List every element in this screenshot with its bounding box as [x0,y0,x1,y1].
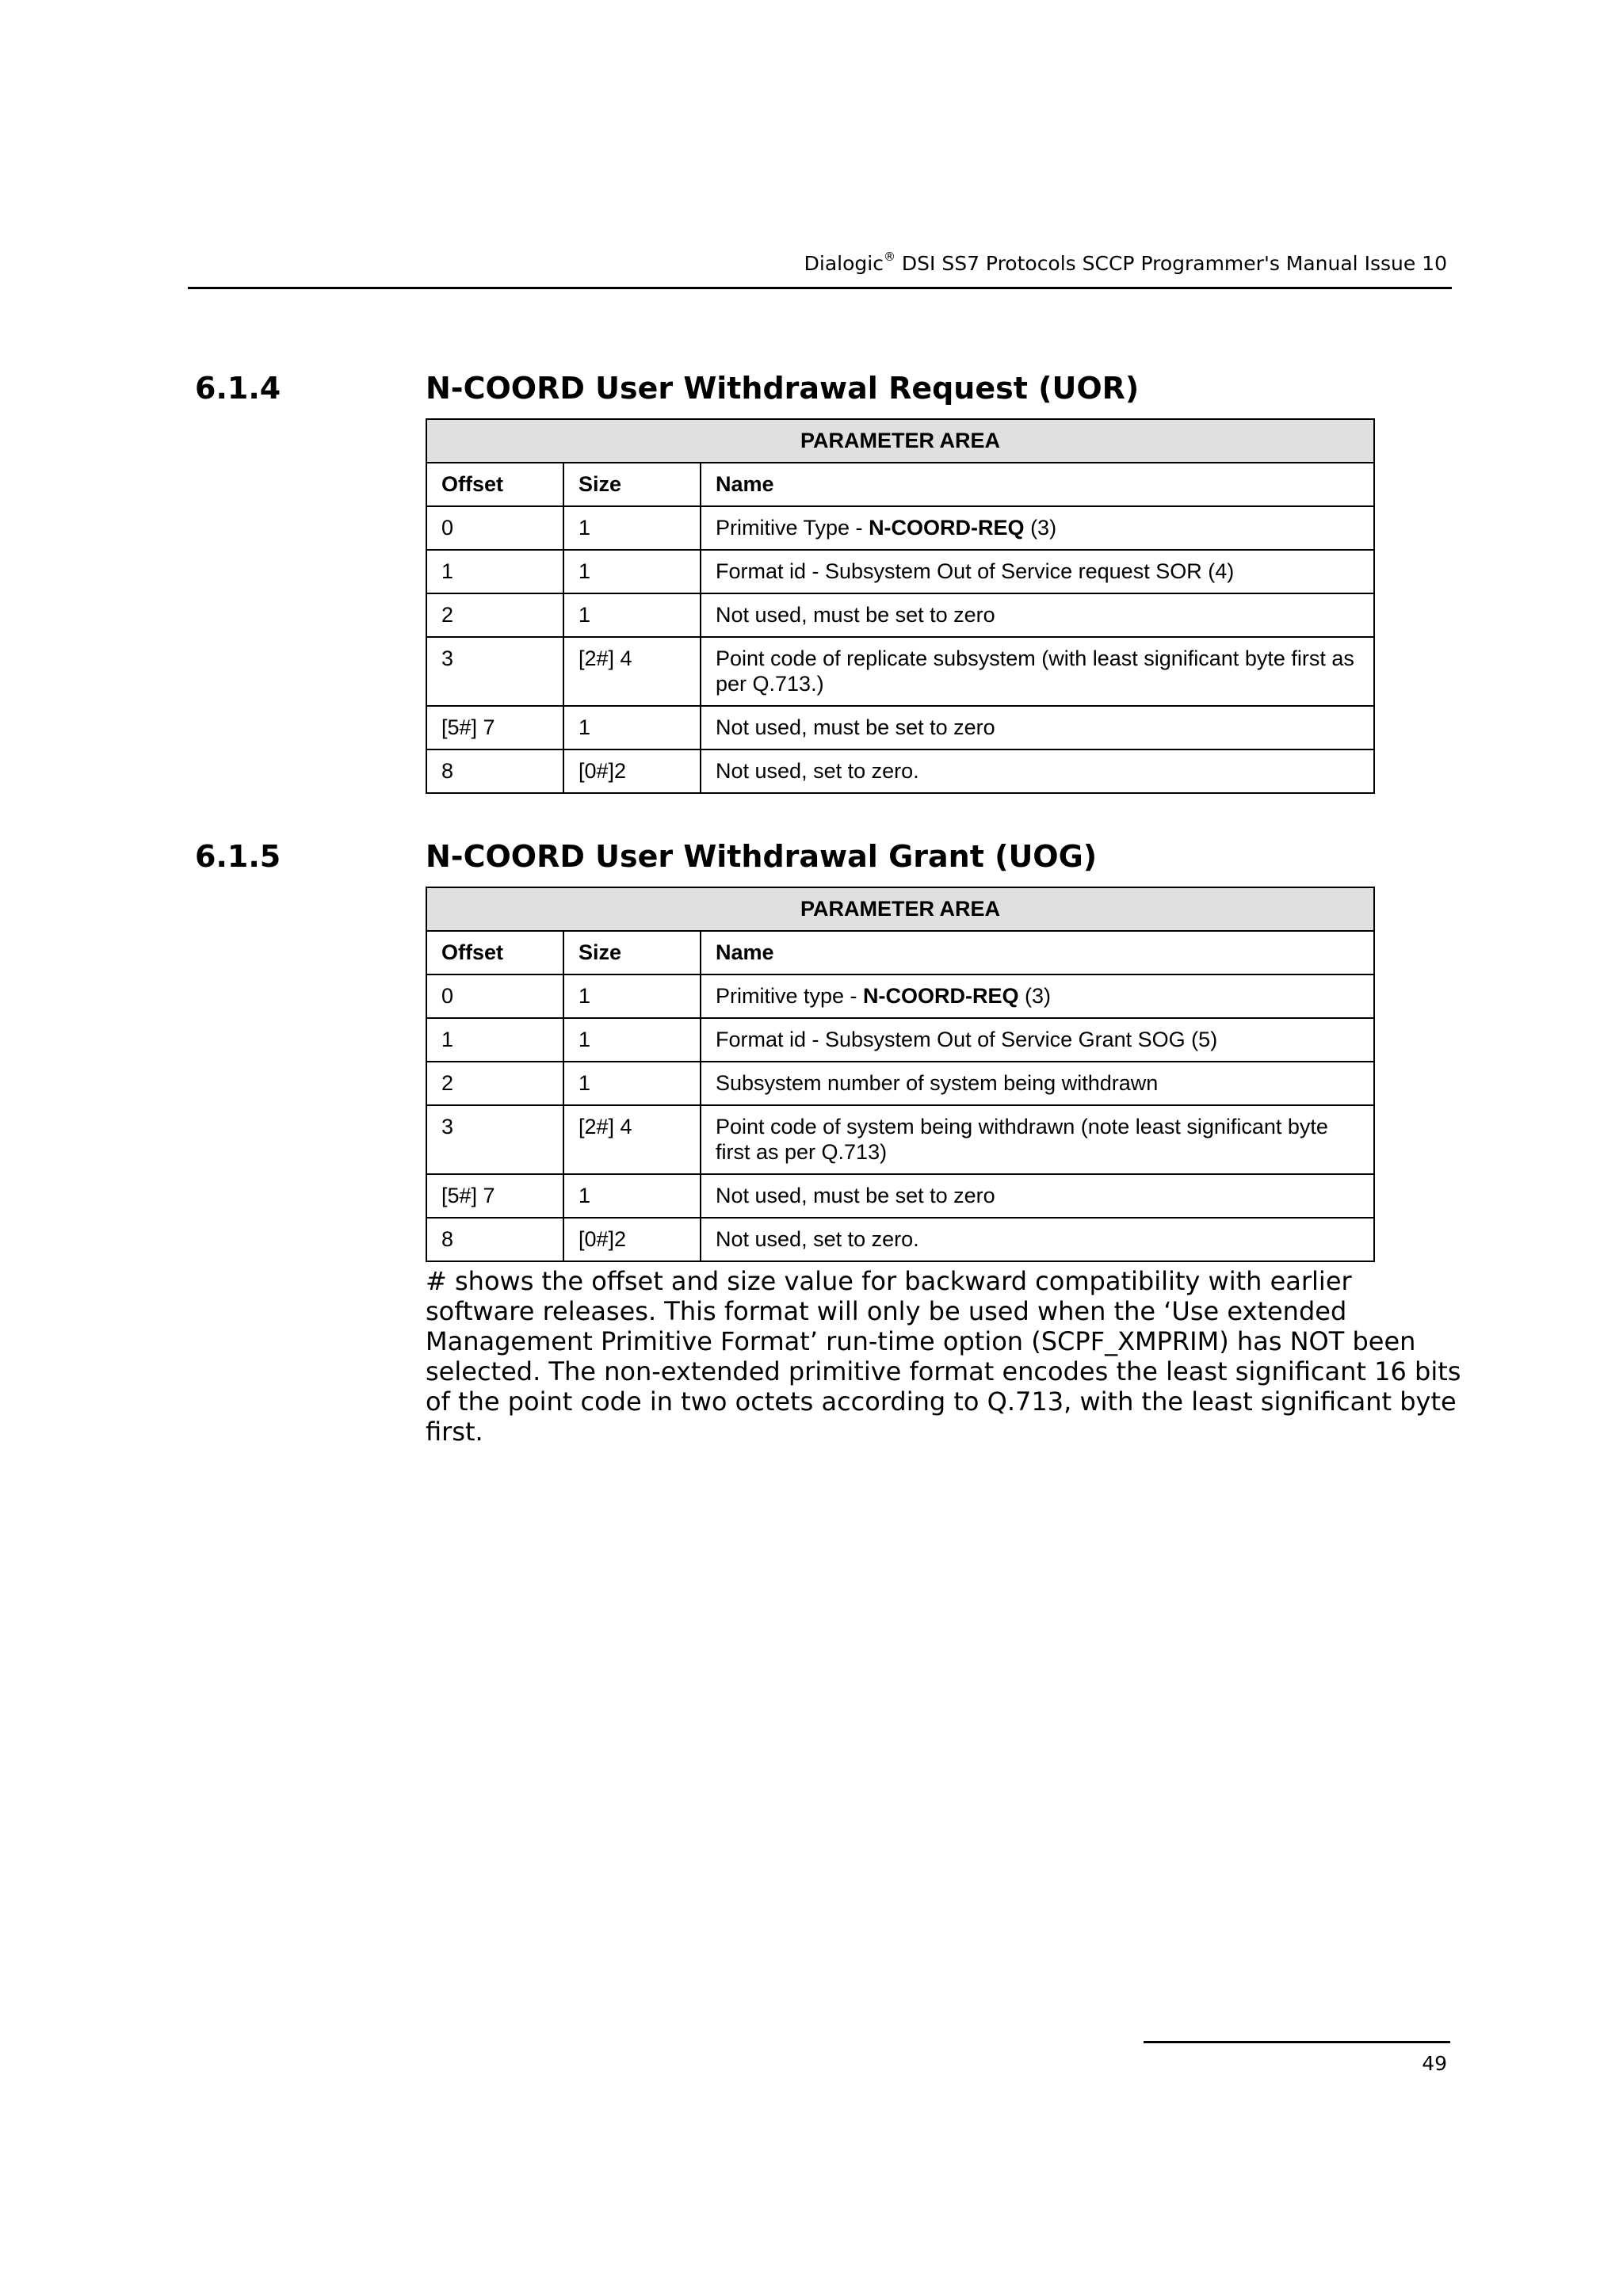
parameter-table-uor [426,418,1375,794]
column-header-offset: Offset [426,463,563,506]
offset-cell: 2 [426,1062,563,1105]
name-cell [701,974,1374,1018]
size-cell: 1 [563,1062,701,1105]
note-line: selected. The non-extended primitive format encodes the least significant 16 bits [426,1356,1461,1386]
offset-cell: [5#] 7 [426,706,563,749]
name-cell: Not used, set to zero. [701,1218,1374,1261]
size-cell: 1 [563,974,701,1018]
parameter-area-heading: PARAMETER AREA [426,419,1374,463]
table-row [426,974,1374,1018]
section-number: 6.1.5 [195,839,281,874]
parameter-area-heading: PARAMETER AREA [426,887,1374,931]
section-title: N-COORD User Withdrawal Request (UOR) [426,371,1140,406]
name-cell: Not used, must be set to zero [701,706,1374,749]
name-cell: Format id - Subsystem Out of Service Grant SOG (5) [701,1018,1374,1062]
name-cell: Point code of system being withdrawn (note least significant byte first as per Q.713) [701,1105,1374,1174]
offset-cell: 2 [426,593,563,637]
note-line: of the point code in two octets according to Q.713, with the least significant byte [426,1386,1457,1417]
table-row [426,1062,1374,1105]
column-header-offset: Offset [426,931,563,974]
size-cell: 1 [563,593,701,637]
offset-cell: 3 [426,637,563,706]
offset-cell: 1 [426,550,563,593]
table-row [426,506,1374,550]
note-line: # shows the offset and size value for backward compatibility with earlier [426,1266,1352,1296]
offset-cell: [5#] 7 [426,1174,563,1218]
offset-cell: 1 [426,1018,563,1062]
offset-cell: 3 [426,1105,563,1174]
compatibility-note [426,1266,1461,1447]
name-cell: Subsystem number of system being withdrawn [701,1062,1374,1105]
header-brand: Dialogic [804,252,884,275]
size-cell: 1 [563,550,701,593]
column-header-name: Name [701,463,1374,506]
name-cell: Point code of replicate subsystem (with least significant byte first as per Q.713.) [701,637,1374,706]
size-cell: 1 [563,706,701,749]
primitive-name: N-COORD-REQ [869,516,1025,540]
size-cell: [0#]2 [563,749,701,793]
table-header-row [426,931,1374,974]
name-cell: Not used, set to zero. [701,749,1374,793]
offset-cell: 0 [426,506,563,550]
note-line: Management Primitive Format’ run-time option (SCPF_XMPRIM) has NOT been [426,1326,1416,1356]
header-title [804,250,1447,275]
name-cell: Not used, must be set to zero [701,593,1374,637]
offset-cell: 8 [426,749,563,793]
primitive-name: N-COORD-REQ [863,984,1019,1008]
size-cell: 1 [563,1174,701,1218]
registered-mark: ® [883,250,896,264]
table-row [426,1018,1374,1062]
table-row [426,593,1374,637]
table-area-row [426,419,1374,463]
table-header-row [426,463,1374,506]
table-row [426,1218,1374,1261]
offset-cell: 0 [426,974,563,1018]
size-cell: [2#] 4 [563,1105,701,1174]
size-cell: 1 [563,1018,701,1062]
note-line: first. [426,1417,483,1447]
table-row [426,1174,1374,1218]
section-title: N-COORD User Withdrawal Grant (UOG) [426,839,1098,874]
parameter-table-uog [426,887,1375,1262]
table-row [426,637,1374,706]
footer-rule [1144,2041,1450,2043]
page-number: 49 [1422,2052,1447,2075]
column-header-size: Size [563,931,701,974]
table-area-row [426,887,1374,931]
table-row [426,550,1374,593]
name-cell [701,506,1374,550]
column-header-size: Size [563,463,701,506]
running-header [188,238,1452,289]
name-prefix: Primitive Type - [716,516,869,540]
section-number: 6.1.4 [195,371,281,406]
name-cell: Not used, must be set to zero [701,1174,1374,1218]
size-cell: [2#] 4 [563,637,701,706]
column-header-name: Name [701,931,1374,974]
table-row [426,1105,1374,1174]
table-row [426,706,1374,749]
name-suffix: (3) [1024,516,1057,540]
size-cell: 1 [563,506,701,550]
offset-cell: 8 [426,1218,563,1261]
name-prefix: Primitive type - [716,984,864,1008]
size-cell: [0#]2 [563,1218,701,1261]
table-row [426,749,1374,793]
name-cell: Format id - Subsystem Out of Service request SOR (4) [701,550,1374,593]
header-rest: DSI SS7 Protocols SCCP Programmer's Manual Issue 10 [895,252,1447,275]
note-line: software releases. This format will only be used when the ‘Use extended [426,1296,1347,1326]
name-suffix: (3) [1018,984,1052,1008]
